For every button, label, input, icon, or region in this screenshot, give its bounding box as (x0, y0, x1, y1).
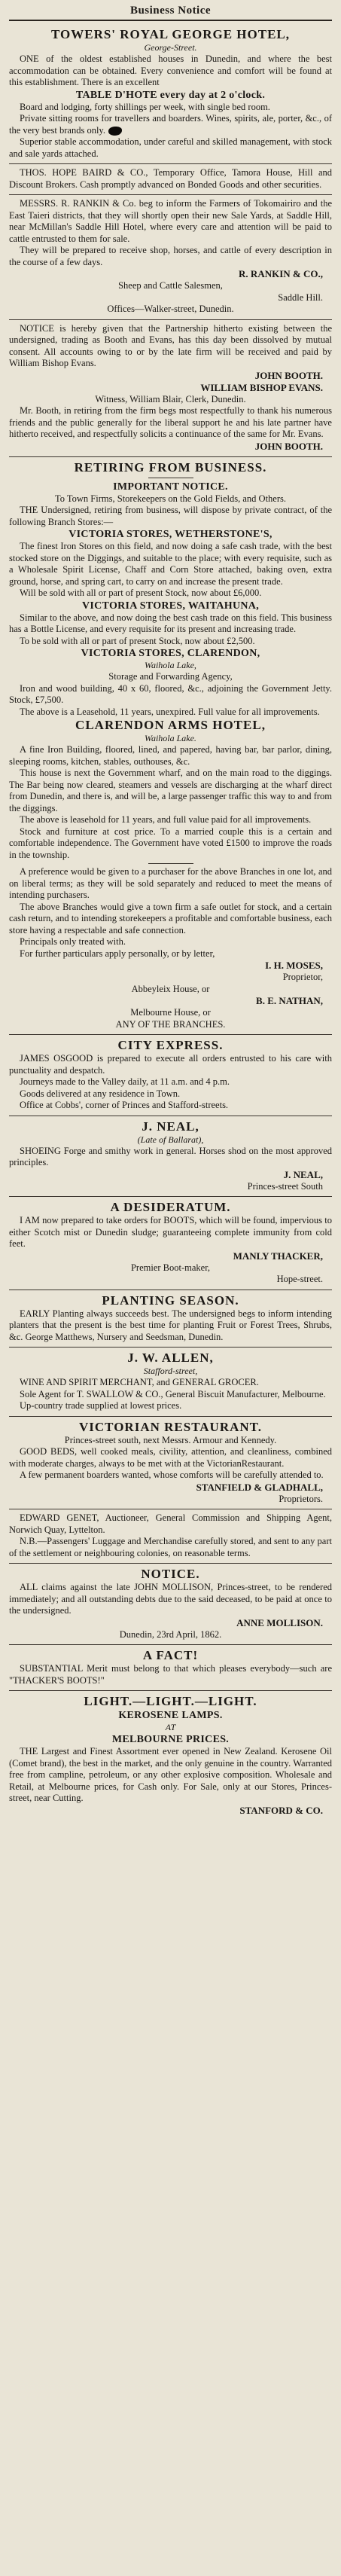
advertisement-genet (9, 1509, 332, 1564)
ad-signature: R. RANKIN & CO., (239, 268, 323, 279)
ad-heading: KEROSENE LAMPS. (118, 1710, 223, 1721)
ad-paragraph: This house is next the Government wharf, and on the main road to the diggings. The Bar being now cleared, steamers and vessels are discharging at the wharf direct from Dunedin, and there is, and will be, a large passenger traffic this way to and from the diggings. (9, 768, 332, 813)
ad-title: VICTORIAN RESTAURANT. (79, 1419, 262, 1434)
ad-paragraph: For further particulars apply personally, or by letter, (20, 948, 215, 959)
section-header: Business Notice (9, 5, 332, 21)
ad-centered-line: ANY OF THE BRANCHES. (115, 1018, 226, 1030)
ad-title: CLARENDON ARMS HOTEL, (75, 718, 266, 732)
ad-title: A DESIDERATUM. (110, 1200, 231, 1214)
ad-centered-line: Melbourne House, or (130, 1007, 211, 1018)
ad-paragraph: Goods delivered at any residence in Town. (20, 1088, 181, 1099)
ad-signature: ANNE MOLLISON. (236, 1616, 323, 1628)
ink-blot (108, 127, 122, 136)
ad-paragraph: ALL claims against the late JOHN MOLLISON, Princes-street, to be rendered immediately; and all outstanding debts due to the said deceased, to be paid at once to the undersigned. (9, 1582, 332, 1616)
ad-centered-line: Princes-street south, next Messrs. Armour and Kennedy. (64, 1434, 277, 1445)
advertisement-towers-hotel (9, 24, 332, 164)
ad-signature: WILLIAM BISHOP EVANS. (200, 381, 323, 393)
ad-right-line: Proprietors. (279, 1493, 323, 1504)
ad-paragraph: The above is leasehold for 11 years, and full value paid for all improvements. (20, 814, 312, 825)
ad-centered-line: Witness, William Blair, Clerk, Dunedin. (95, 393, 246, 404)
ad-paragraph: THE Undersigned, retiring from business, will dispose by private contract, of the following Branch Stores:— (9, 505, 332, 527)
ad-paragraph: GOOD BEDS, well cooked meals, civility, attention, and cleanliness, combined with moderate charges, always to be met with at the VictorianRestaurant. (9, 1446, 332, 1469)
ad-signature: JOHN BOOTH. (254, 369, 323, 381)
ad-right-line: Hope-street. (276, 1274, 323, 1284)
ad-paragraph: The above Branches would give a town firm a safe outlet for stock, and a certain cash return, and to intending storekeepers a profitable and comfortable business, each store having a respectable and safe connection. (9, 901, 332, 935)
advertisement-thacker (9, 1197, 332, 1290)
advertisement-planting (9, 1290, 332, 1348)
ad-paragraph: Mr. Booth, in retiring from the firm begs most respectfully to thank his numerous friends and the public generally for the liberal support he and his late partner have hitherto received, and respectfully solicits a continuance of the same for Mr. Evans. (9, 405, 332, 439)
ad-signature: I. H. MOSES, (265, 960, 323, 971)
ad-paragraph: THE Largest and Finest Assortment ever opened in New Zealand. Kerosene Oil (Comet brand), the best in the market, and the only genuine in the country. Warranted free from campline, petroleum, or any other explosive composition. Wholesale and Retail, at Melbourne prices, for Cash only. For Sale, only at our Stores, Princes-street, near Cutting. (9, 1746, 332, 1803)
ad-centered-line: Premier Boot-maker, (130, 1262, 211, 1273)
ad-centered-line: Storage and Forwarding Agency, (108, 671, 233, 682)
ad-paragraph: EDWARD GENET, Auctioneer, General Commission and Shipping Agent, Norwich Quay, Lyttelton. (9, 1512, 332, 1535)
ad-signature: STANFIELD & GLADHALL, (196, 1481, 323, 1493)
advertisement-neal (9, 1116, 332, 1198)
ad-paragraph: Stock and furniture at cost price. To a married couple this is a certain and comfortable independence. The Government have voted £1500 to improve the roads in the township. (9, 826, 332, 860)
ad-paragraph: ONE of the oldest established houses in Dunedin, and where the best accommodation can be obtained. Every convenience and comfort will be found at this establishment. There is an excellent (9, 53, 332, 87)
ad-paragraph: To be sold with all or part of present Stock, now about £2,500. (20, 635, 255, 646)
advertisement-allen (9, 1348, 332, 1417)
ad-title: PLANTING SEASON. (102, 1293, 239, 1308)
ad-paragraph: MESSRS. R. RANKIN & Co. beg to inform the Farmers of Tokomairiro and the East Taieri districts, that they will shortly open their new Sale Yards, at Saddle Hill, near McMillan's Saddle Hill Hotel, where every care and attention will be paid to cattle entrusted to them for sale. (9, 198, 332, 244)
ad-right-line: Saddle Hill. (278, 291, 323, 303)
ad-heading: VICTORIA STORES, WAITAHUNA, (81, 600, 260, 612)
ad-signature: JOHN BOOTH. (254, 440, 323, 452)
ad-title: RETIRING FROM BUSINESS. (74, 459, 267, 475)
ad-right-line: Princes-street South (247, 1180, 323, 1192)
ad-divider (148, 863, 193, 864)
advertisement-city-express (9, 1035, 332, 1116)
ad-title: LIGHT.—LIGHT.—LIGHT. (84, 1694, 257, 1708)
ad-subtitle: Waihola Lake. (145, 733, 196, 743)
ad-paragraph: WINE AND SPIRIT MERCHANT, and GENERAL GROCER. (20, 1377, 259, 1387)
ad-title: NOTICE. (141, 1567, 200, 1581)
ad-paragraph: I AM now prepared to take orders for BOOTS, which will be found, impervious to either Scotch mist or Dunedin sludge; guaranteeing complete immunity from cold feet. (9, 1215, 332, 1249)
ad-paragraph: THOS. HOPE BAIRD & CO., Temporary Office, Tamora House, Hill and Discount Brokers. Cash promptly advanced on Bonded Goods and other securities. (9, 167, 332, 190)
ad-paragraph: Private sitting rooms for travellers and boarders. Wines, spirits, ale, porter, &c., of the very best brands only. (9, 113, 332, 136)
ad-paragraph: Board and lodging, forty shillings per week, with single bed room. (20, 101, 270, 112)
ad-paragraph: Journeys made to the Valley daily, at 11 a.m. and 4 p.m. (20, 1076, 230, 1087)
ad-subtitle: (Late of Ballarat), (137, 1134, 204, 1145)
ad-paragraph: Similar to the above, and now doing the best cash trade on this field. This business has a Bottle License, and every requisite for its present and increasing trade. (9, 612, 332, 634)
ad-paragraph: Will be sold with all or part of present Stock, now about £6,000. (20, 588, 262, 598)
ad-paragraph: JAMES OSGOOD is prepared to execute all orders entrusted to his care with punctuality and despatch. (9, 1053, 332, 1076)
ad-paragraph: A preference would be given to a purchaser for the above Branches in one lot, and on liberal terms; as they will be sold separately and reduced to meet the means of intending purchasers. (9, 866, 332, 900)
ad-paragraph: Office at Cobbs', corner of Princes and Stafford-streets. (20, 1100, 229, 1110)
ad-subtitle: AT (165, 1722, 176, 1732)
ad-paragraph: Superior stable accommodation, under careful and skilled management, with stock and sale yards attached. (9, 136, 332, 159)
ad-heading: TABLE D'HOTE every day at 2 o'clock. (75, 89, 266, 101)
ad-paragraph: They will be prepared to receive shop, horses, and cattle of every description in the course of a few days. (9, 245, 332, 267)
advertisement-retiring (9, 457, 332, 1036)
ad-centered-line: Offices—Walker-street, Dunedin. (107, 304, 234, 314)
ad-centered-line: Sheep and Cattle Salesmen, (118, 280, 223, 291)
ad-signature: MANLY THACKER, (233, 1250, 323, 1262)
ad-paragraph: NOTICE is hereby given that the Partnership hitherto existing between the undersigned, trading as Booth and Evans, has this day been dissolved by mutual consent. All accounts owing to or by the late firm will be received and paid by William Bishop Evans. (9, 322, 332, 368)
ad-paragraph: Up-country trade supplied at lowest prices. (20, 1400, 182, 1411)
ad-centered-line: Abbeyleix House, or (131, 983, 210, 994)
ad-paragraph: SUBSTANTIAL Merit must belong to that which pleases everybody—such are "THACKER'S BOOTS!" (9, 1663, 332, 1686)
ad-paragraph: Principals only treated with. (20, 936, 126, 947)
ad-signature: B. E. NATHAN, (256, 995, 323, 1006)
ad-paragraph: EARLY Planting always succeeds best. The undersigned begs to inform intending planters that the present is the best time for planting Fruit or Forest Trees, Shrubs, &c. George Matthews, Nursery and Seedsman, Dunedin. (9, 1308, 332, 1342)
ad-heading: IMPORTANT NOTICE. (113, 481, 228, 493)
ad-paragraph: Iron and wood building, 40 x 60, floored, &c., adjoining the Government Jetty. Stock, £7,500. (9, 682, 332, 705)
advertisement-list (9, 24, 332, 1821)
ad-paragraph: SHOEING Forge and smithy work in general. Horses shod on the most approved principles. (9, 1145, 332, 1167)
ad-paragraph: The above is a Leasehold, 11 years, unexpired. Full value for all improvements. (20, 706, 320, 717)
ad-subtitle: Stafford-street, (143, 1366, 198, 1376)
ad-title: A FACT! (142, 1648, 199, 1662)
advertisement-victorian-restaurant (9, 1417, 332, 1510)
ad-title: CITY EXPRESS. (117, 1038, 224, 1052)
ad-centered-line: Dunedin, 23rd April, 1862. (119, 1628, 222, 1640)
advertisement-thackers-boots (9, 1645, 332, 1691)
ad-subtitle: Waihola Lake, (145, 660, 196, 670)
advertisement-booth-evans (9, 320, 332, 457)
ad-paragraph: N.B.—Passengers' Luggage and Merchandise carefully stored, and sent to any part of the settlement or neighbouring colonies, on reasonable terms. (9, 1536, 332, 1558)
advertisement-baird (9, 164, 332, 195)
ad-right-line: Proprietor, (282, 972, 323, 982)
ad-signature: STANFORD & CO. (239, 1804, 323, 1816)
advertisement-kerosene (9, 1691, 332, 1821)
ad-title: J. W. ALLEN, (127, 1351, 214, 1365)
ad-title: TOWERS' ROYAL GEORGE HOTEL, (50, 27, 291, 41)
ad-heading: VICTORIA STORES, WETHERSTONE'S, (69, 529, 272, 540)
ad-paragraph: A fine Iron Building, floored, lined, and papered, having bar, bar parlor, dining, sleeping rooms, kitchen, stables, outhouses, &c. (9, 744, 332, 767)
advertisement-mollison (9, 1564, 332, 1645)
ad-paragraph: A few permanent boarders wanted, whose comforts will be carefully attended to. (20, 1470, 324, 1480)
ad-centered-line: To Town Firms, Storekeepers on the Gold Fields, and Others. (54, 493, 286, 504)
ad-title: J. NEAL, (142, 1119, 199, 1134)
ad-paragraph: Sole Agent for T. SWALLOW & CO., General Biscuit Manufacturer, Melbourne. (20, 1388, 326, 1399)
ad-subtitle: George-Street. (144, 42, 197, 53)
ad-heading: VICTORIA STORES, CLARENDON, (81, 648, 260, 659)
ad-paragraph: The finest Iron Stores on this field, and now doing a safe cash trade, with the best stocked store on the Diggings, and suitable to the place; with every requisite, such as a Wholesale Spirit License, Chaff and Corn Store attached, baking oven, extra ground, horse, and spring cart, to carry on and increase the present trade. (9, 541, 332, 587)
ad-heading: MELBOURNE PRICES. (111, 1734, 230, 1745)
ad-signature: J. NEAL, (283, 1168, 323, 1180)
advertisement-rankin (9, 195, 332, 320)
